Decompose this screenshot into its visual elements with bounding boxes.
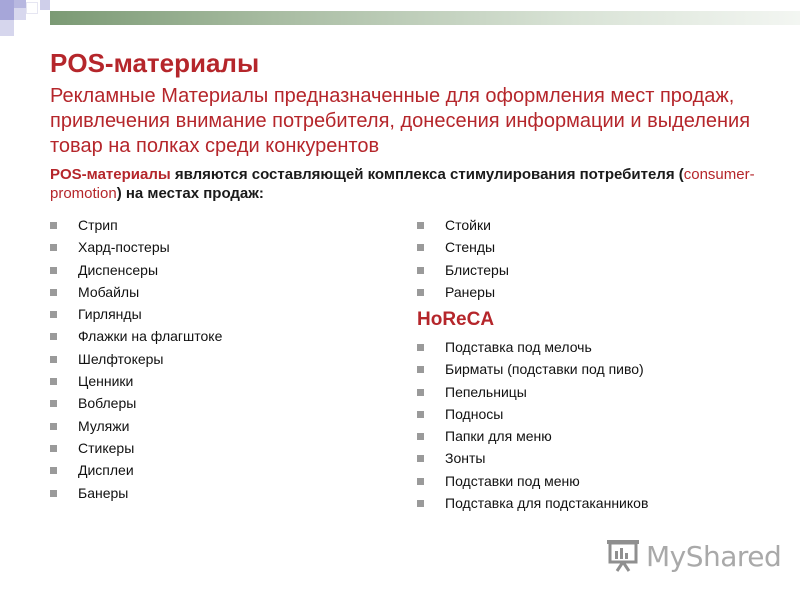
intro-term: POS-материалы (50, 166, 171, 183)
intro-text-end: ) на местах продаж: (116, 185, 264, 202)
watermark-text: MyShared (646, 540, 782, 573)
corner-square (0, 20, 14, 36)
list-item-label: Подставка под мелочь (445, 339, 592, 355)
list-item-label: Стойки (445, 217, 491, 233)
bullet-icon (50, 423, 57, 430)
list-item (50, 415, 390, 437)
bullet-icon (417, 289, 424, 296)
corner-square (14, 8, 26, 20)
list-item-label: Подставка для подстаканников (445, 495, 649, 512)
list-item-label: Гирлянды (78, 306, 142, 323)
list-item (417, 381, 787, 403)
bullet-icon (417, 433, 424, 440)
bullet-icon (50, 490, 57, 497)
list-item (50, 348, 390, 370)
bullet-icon (50, 356, 57, 363)
intro-english-term: consumer-promotion (50, 166, 755, 202)
bullet-icon (50, 445, 57, 452)
list-item-label: Флажки на флагштоке (78, 328, 223, 345)
intro-paragraph (50, 165, 770, 203)
list-item-label: Мобайлы (78, 283, 140, 300)
slide-title: POS-материалы (50, 48, 260, 78)
list-item (417, 403, 787, 425)
bullet-icon (417, 389, 424, 396)
corner-square (26, 2, 38, 14)
list-item (50, 392, 390, 414)
corner-square (14, 0, 26, 8)
bullet-icon (50, 267, 57, 274)
bullet-icon (50, 244, 57, 251)
list-item (417, 236, 787, 258)
list-item-label: Пепельницы (445, 383, 527, 400)
list-item (417, 492, 787, 514)
list-item-label: Ранеры (445, 283, 496, 300)
list-item-label: Подставки под меню (445, 472, 580, 489)
list-item (417, 425, 787, 447)
bullet-icon (50, 333, 57, 340)
list-item-label: Шелфтокеры (78, 350, 164, 367)
list-item-label: Бирматы (подставки под пиво) (445, 361, 644, 378)
bullet-icon (417, 244, 424, 251)
list-item (417, 259, 787, 281)
list-item (417, 214, 787, 236)
list-item-label: Банеры (78, 484, 129, 501)
slide-subtitle: Рекламные Материалы предназначенные для оформления мест продаж, привлечения внимание потребителя, донесения информации и выделения товар на полках среди конкурентов (50, 85, 751, 157)
list-item (50, 325, 390, 347)
bullet-icon (417, 366, 424, 373)
list-item (50, 437, 390, 459)
bullet-icon (417, 222, 424, 229)
list-item (417, 281, 787, 303)
bullet-icon (417, 344, 424, 351)
list-item (417, 470, 787, 492)
bullet-icon (50, 378, 57, 385)
list-item-label: Муляжи (78, 417, 130, 434)
left-material-list (50, 214, 390, 504)
list-item-label: Диспенсеры (78, 261, 159, 278)
list-item-label: Ценники (78, 373, 134, 390)
list-item-label: Подносы (445, 405, 504, 422)
list-item (50, 236, 390, 258)
bullet-icon (50, 400, 57, 407)
list-item-label: Стикеры (78, 439, 135, 456)
horeca-heading: HoReCA (417, 309, 495, 330)
bullet-icon (50, 222, 57, 229)
list-item (50, 482, 390, 504)
bullet-icon (417, 500, 424, 507)
corner-square (40, 0, 50, 10)
corner-square (0, 0, 14, 20)
header-gradient-bar (50, 11, 800, 25)
list-item-label: Блистеры (445, 261, 509, 278)
list-item (50, 303, 390, 325)
horeca-material-list (417, 336, 787, 514)
list-item (50, 214, 390, 236)
bullet-icon (50, 311, 57, 318)
list-item-label: Стенды (445, 239, 496, 256)
bullet-icon (50, 467, 57, 474)
list-item-label: Зонты (445, 450, 486, 467)
list-item-label: Стрип (78, 217, 118, 233)
list-item (417, 447, 787, 469)
list-item-label: Воблеры (78, 395, 137, 412)
presentation-board-icon (606, 538, 642, 574)
right-material-list (417, 214, 787, 303)
bullet-icon (417, 411, 424, 418)
list-item-label: Хард-постеры (78, 239, 170, 256)
list-item (50, 459, 390, 481)
watermark (606, 538, 782, 574)
list-item (50, 370, 390, 392)
bullet-icon (50, 289, 57, 296)
list-item-label: Дисплеи (78, 462, 134, 479)
list-item-label: Папки для меню (445, 428, 552, 445)
bullet-icon (417, 478, 424, 485)
list-item (50, 259, 390, 281)
bullet-icon (417, 455, 424, 462)
bullet-icon (417, 267, 424, 274)
list-item (417, 358, 787, 380)
intro-text: являются составляющей комплекса стимулирования потребителя ( (170, 166, 684, 183)
list-item (417, 336, 787, 358)
list-item (50, 281, 390, 303)
